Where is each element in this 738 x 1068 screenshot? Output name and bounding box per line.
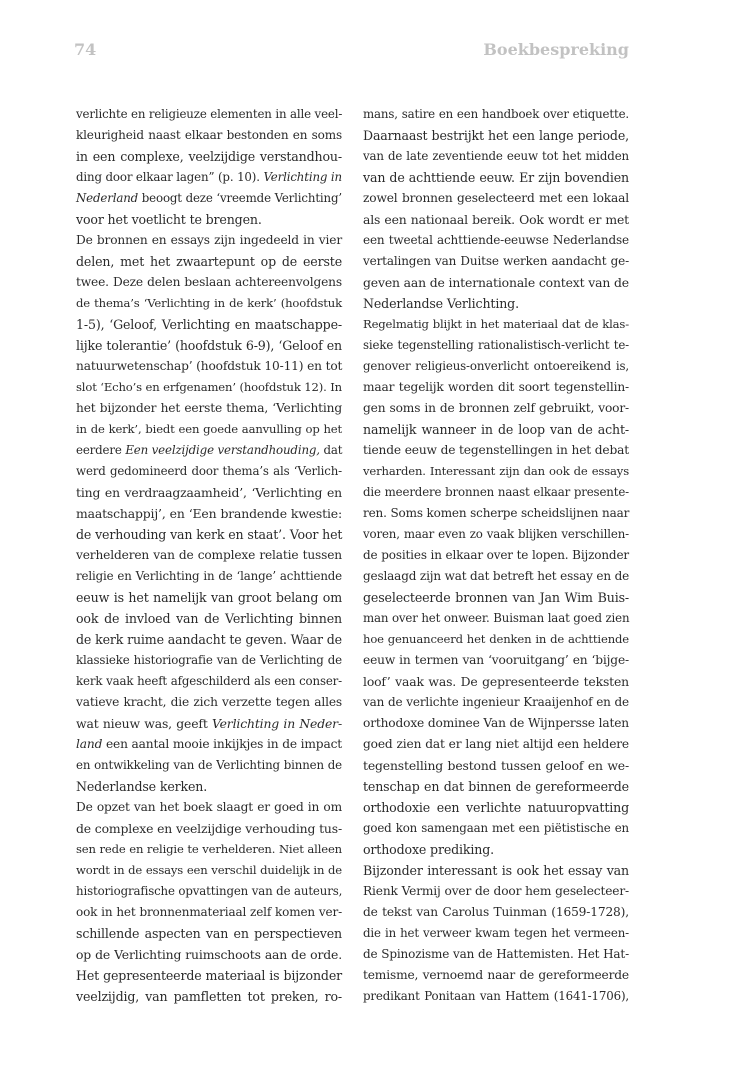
text-line: in een complexe, veelzijdige verstandhou- [76,149,342,164]
text-line: geven aan de internationale context van de [363,275,629,290]
book-title: land [76,737,103,751]
text-line: religie en Verlichting in de ‘lange’ achttiende [76,569,342,583]
text-line: slot ‘Echo’s en erfgenamen’ (hoofdstuk 12). In [76,380,342,394]
text-line: eeuw in termen van ‘vooruitgang’ en ‘bijge- [363,653,629,667]
running-header: Boekbespreking [483,40,629,59]
text-line: wordt in de essays een verschil duidelijk in de [76,863,342,877]
text-line: de complexe en veelzijdige verhouding tus- [76,821,342,836]
text-line: eeuw is het namelijk van groot belang om [76,590,342,605]
text-line [76,167,342,188]
text-line: de verhouding van kerk en staat’. Voor het [76,527,343,542]
text-line: kerk vaak heeft afgeschilderd als een conser- [76,674,342,688]
text-line: De opzet van het boek slaagt er goed in om [76,800,342,814]
text-run: wat nieuw was, geeft [76,716,212,731]
text-line: de kerk ruime aandacht te geven. Waar de [76,632,342,647]
text-line: historiografische opvattingen van de auteurs, [76,884,343,898]
text-line: namelijk wanneer in de loop van de acht- [363,422,629,437]
text-line: sieke tegenstelling rationalistisch-verlicht te- [363,338,629,352]
text-run: ding door elkaar lagen” (p. 10). [76,170,264,184]
text-line: twee. Deze delen beslaan achtereenvolgens [76,275,342,289]
text-line: De bronnen en essays zijn ingedeeld in vier [76,233,342,247]
book-title: Nederland [76,191,139,205]
text-run: een aantal mooie inkijkjes in de impact [102,737,342,751]
text-line: die in het verweer kwam tegen het vermeen- [363,926,629,940]
text-line: Daarnaast bestrijkt het een lange periode, [363,128,629,143]
paragraph [363,314,629,860]
text-line: de Spinozisme van de Hattemisten. Het Hat- [363,947,629,961]
text-line: orthodoxe dominee Van de Wijnpersse laten [363,716,629,730]
text-line: lijke tolerantie’ (hoofdstuk 6-9), ‘Geloof en [76,338,342,353]
paragraph [76,104,342,230]
text-line: Bijzonder interessant is ook het essay van [363,863,629,878]
text-run: dat [319,443,343,457]
text-line: ook in het bronnenmateriaal zelf komen ver- [76,905,342,919]
text-line: die meerdere bronnen naast elkaar presente- [363,485,629,499]
text-line: Rienk Vermij over de door hem geselecteer- [363,884,629,898]
text-line: geselecteerde bronnen van Jan Wim Buis- [363,590,629,605]
text-line: vatieve kracht, die zich verzette tegen alles [76,695,342,709]
text-line: kleurigheid naast elkaar bestonden en soms [76,128,342,142]
text-line: zowel bronnen geselecteerd met een lokaal [363,191,629,205]
text-line: de posities in elkaar over te lopen. Bijzonder [363,548,629,562]
text-line: loof’ vaak was. De gepresenteerde teksten [363,674,629,689]
text-line: als een nationaal bereik. Ook wordt er met [363,212,629,227]
right-column [363,104,629,1007]
text-line: predikant Ponitaan van Hattem (1641-1706), [363,989,629,1003]
text-line: de thema’s ‘Verlichting in de kerk’ (hoofdstuk [76,296,342,310]
text-line: tenschap en dat binnen de gereformeerde [363,779,629,794]
text-line: verhelderen van de complexe relatie tussen [76,548,342,562]
page-number: 74 [74,40,97,59]
text-line: Nederlandse kerken. [76,779,208,794]
text-line: hoe genuanceerd het denken in de achttiende [363,632,629,646]
paragraph [363,860,629,1007]
text-line: in de kerk’, biedt een goede aanvulling op het [76,422,342,436]
text-line: orthodoxe prediking. [363,842,495,857]
paragraph [76,797,342,1007]
text-line: maatschappij’, en ‘Een brandende kwestie: [76,506,342,521]
text-line: de tekst van Carolus Tuinman (1659-1728), [363,905,629,919]
text-line: 1-5), ‘Geloof, Verlichting en maatschappe- [76,317,342,332]
book-title: Verlichting in Neder- [211,716,342,731]
text-line: verlichte en religieuze elementen in alle veel- [76,107,343,121]
text-line: van de late zeventiende eeuw tot het midden [363,149,629,163]
text-line: voren, maar even zo vaak blijken verschillen- [363,527,629,541]
text-line: verharden. Interessant zijn dan ook de essays [363,464,629,478]
text-line: een tweetal achttiende-eeuwse Nederlandse [363,233,629,247]
text-line [76,188,342,209]
text-line: sen rede en religie te verhelderen. Niet alleen [76,842,342,856]
text-line: Regelmatig blijkt in het materiaal dat de klas- [363,317,629,331]
text-line: maar tegelijk worden dit soort tegenstellin- [363,380,629,394]
text-line: vertalingen van Duitse werken aandacht ge- [363,254,629,268]
text-line: delen, met het zwaartepunt op de eerste [76,254,342,269]
text-line: tegenstelling bestond tussen geloof en we- [363,758,629,773]
text-line: natuurwetenschap’ (hoofdstuk 10-11) en tot [76,359,343,373]
text-line: werd gedomineerd door thema’s als ‘Verlich- [76,464,342,478]
text-line: man over het onweer. Buisman laat goed zien [363,611,630,625]
text-line: goed zien dat er lang niet altijd een heldere [363,737,629,751]
text-line: geslaagd zijn wat dat betreft het essay en de [363,569,630,583]
text-line: genover religieus-onverlicht ontoereikend is, [363,359,629,373]
text-line [76,713,342,734]
text-line: gen soms in de bronnen zelf gebruikt, voor- [363,401,629,415]
text-line: op de Verlichting ruimschoots aan de orde. [76,947,342,962]
text-line: ting en verdraagzaamheid’, ‘Verlichting en [76,485,342,500]
text-line: Het gepresenteerde materiaal is bijzonder [76,968,342,983]
book-title: Verlichting in [263,170,342,184]
book-title: Een veelzijdige verstandhouding, [125,443,320,457]
text-line: het bijzonder het eerste thema, ‘Verlichting [76,401,342,415]
text-line: voor het voetlicht te brengen. [76,212,262,227]
text-line: van de achttiende eeuw. Er zijn bovendien [363,170,629,185]
paragraph [363,104,629,314]
text-line: temisme, vernoemd naar de gereformeerde [363,968,629,982]
text-line: klassieke historiografie van de Verlichting de [76,653,342,667]
text-run: beoogt deze ‘vreemde Verlichting’ [138,191,342,205]
text-line: en ontwikkeling van de Verlichting binnen de [76,758,342,772]
text-line: Nederlandse Verlichting. [363,296,519,311]
text-line: tiende eeuw de tegenstellingen in het debat [363,443,629,457]
paragraph [76,230,342,797]
text-line: veelzijdig, van pamfletten tot preken, ro- [76,989,342,1004]
text-line: van de verlichte ingenieur Kraaijenhof en de [363,695,629,709]
text-line [76,440,342,461]
text-line: mans, satire en een handboek over etiquette. [363,107,629,121]
text-line [76,734,342,755]
text-run: eerdere [76,443,126,457]
text-line: goed kon samengaan met een piëtistische en [363,821,629,835]
text-line: ren. Soms komen scherpe scheidslijnen naar [363,506,630,520]
text-line: ook de invloed van de Verlichting binnen [76,611,342,626]
left-column [76,104,342,1007]
text-line: orthodoxie een verlichte natuuropvatting [363,800,629,815]
text-line: schillende aspecten van en perspectieven [76,926,342,941]
